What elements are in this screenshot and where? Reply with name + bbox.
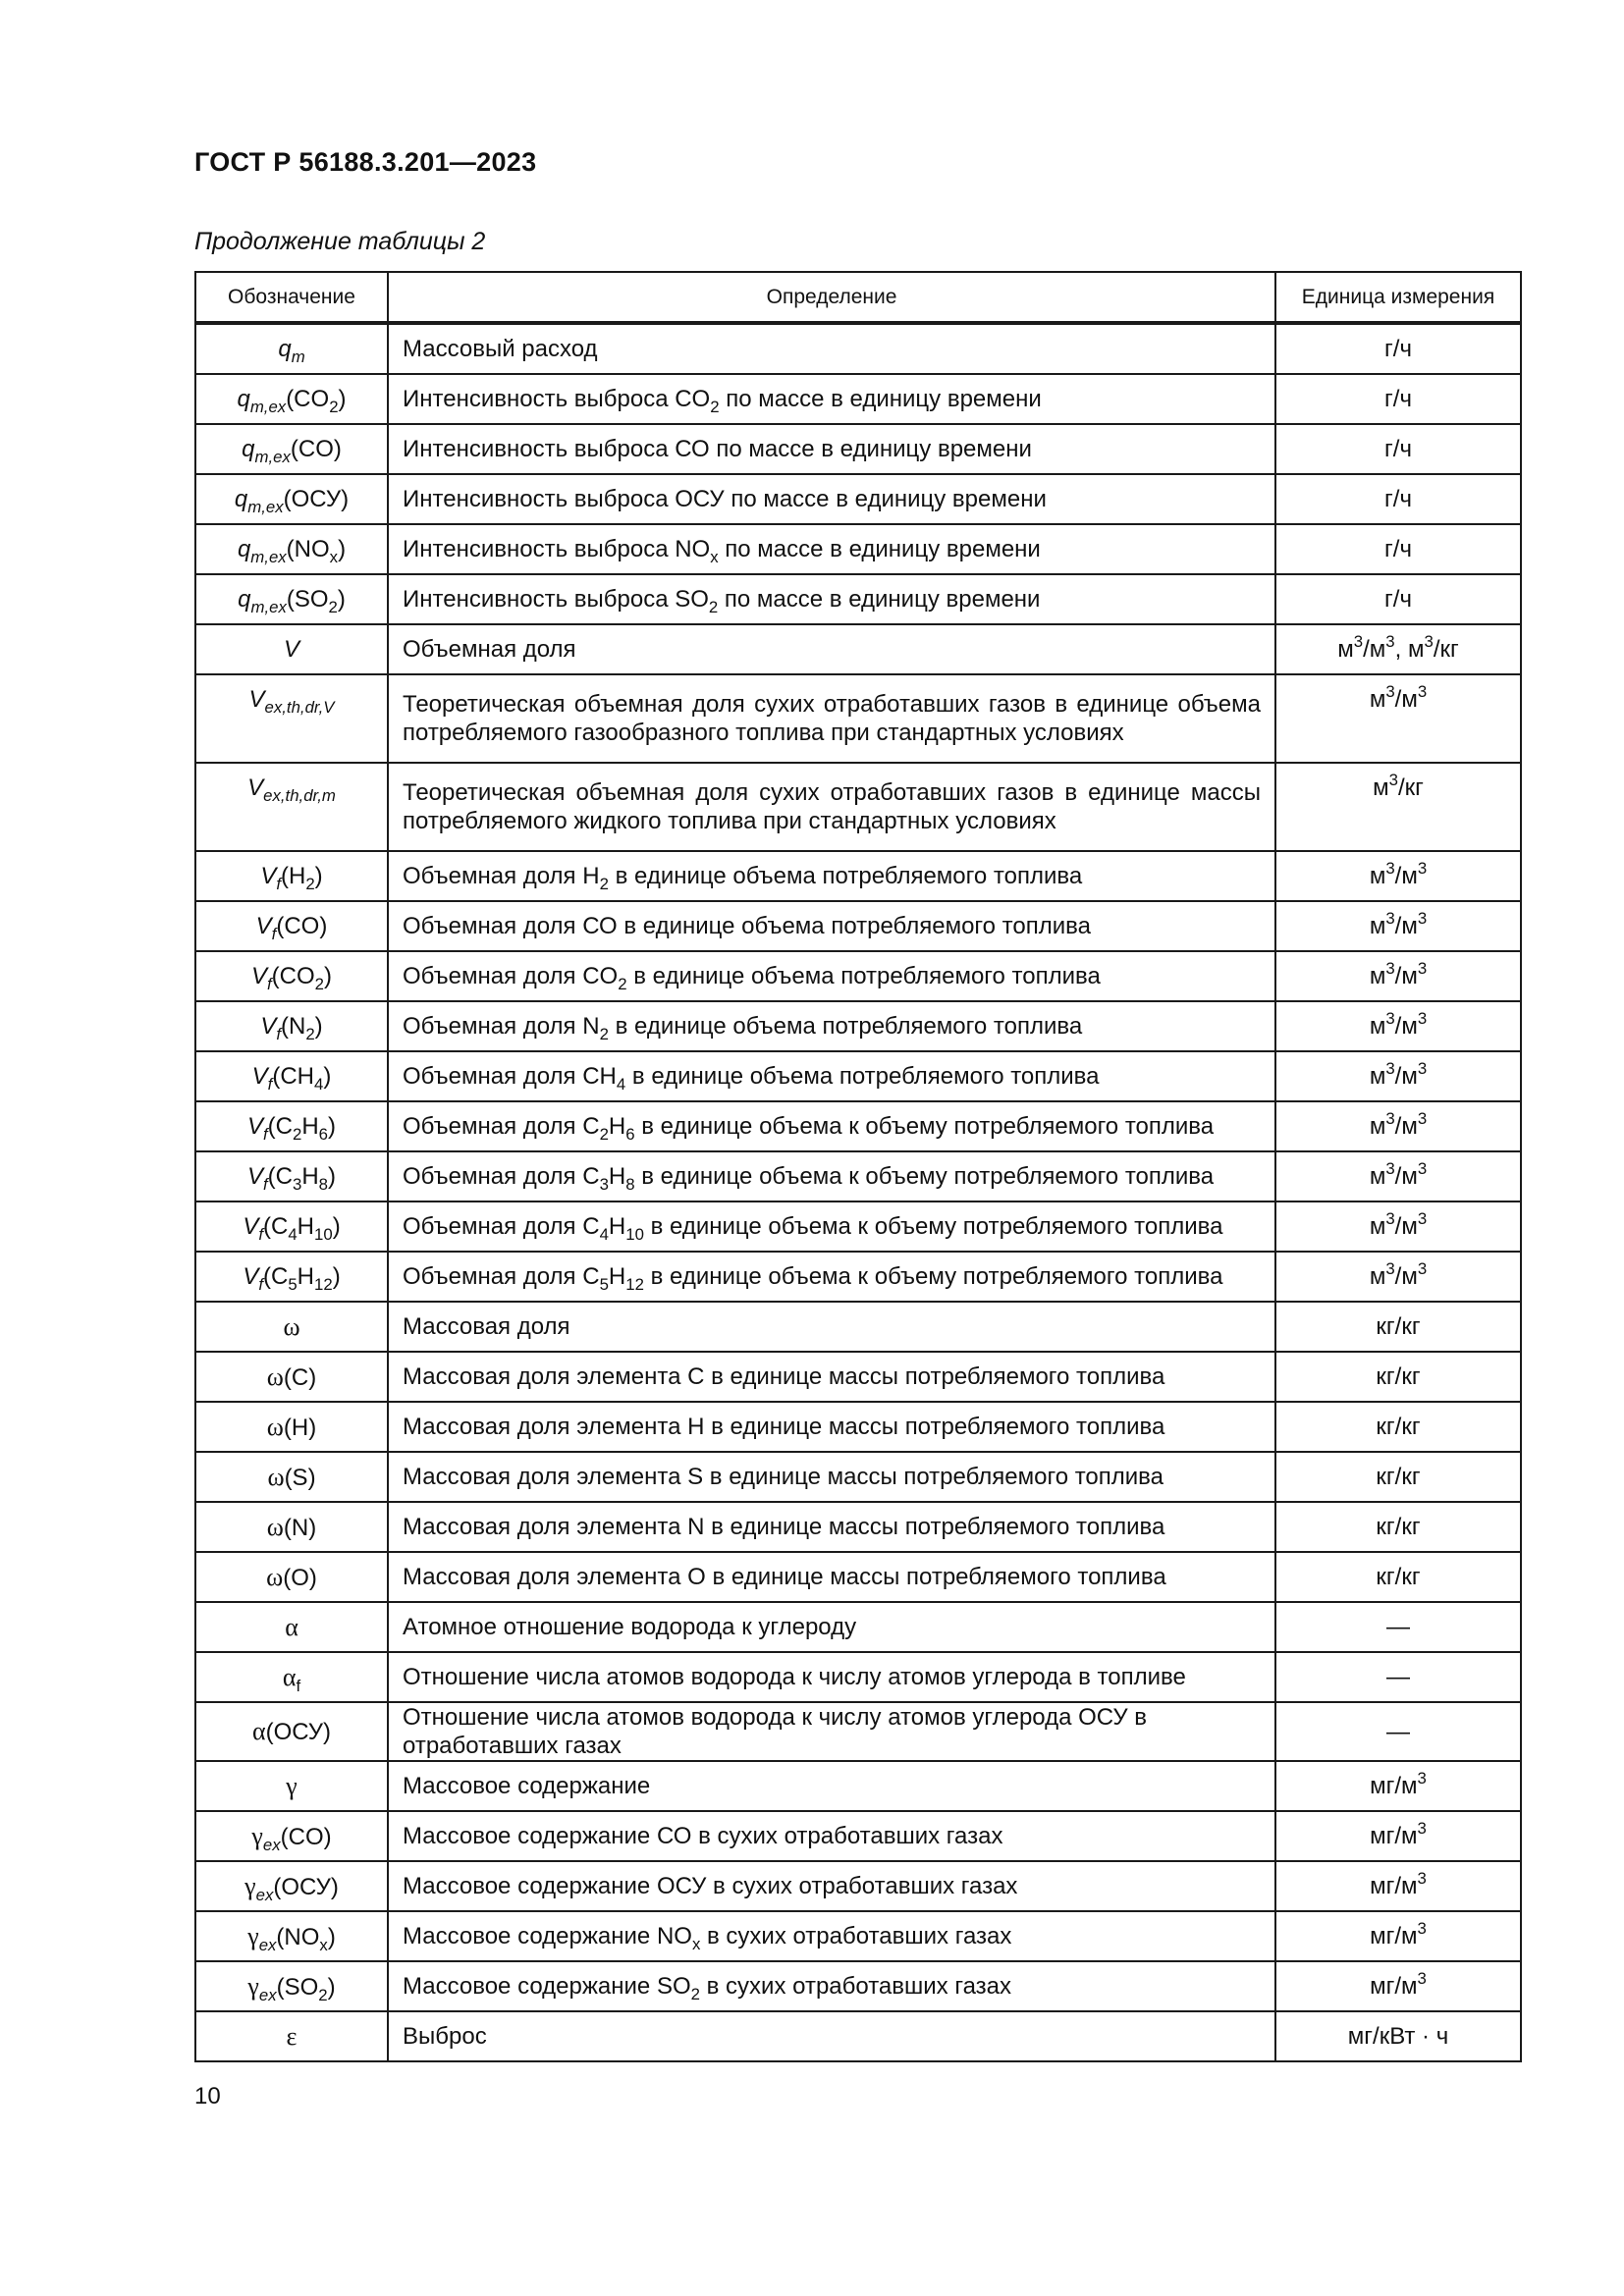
row-unit: $м^3/м^3$: [1275, 1051, 1521, 1101]
table-body: [195, 323, 1521, 2061]
table-row: [195, 763, 1521, 851]
row-unit: $мг/м^3$: [1275, 1911, 1521, 1961]
row-definition: Объемная доля: [388, 624, 1275, 674]
row-definition: Массовое содержание ОСУ в сухих отработавших газах: [388, 1861, 1275, 1911]
row-unit: —: [1275, 1602, 1521, 1652]
row-symbol: $q_{m,ex}(SO_2)$: [195, 574, 388, 624]
row-symbol: $V_f(CO)$: [195, 901, 388, 951]
row-unit: кг/кг: [1275, 1352, 1521, 1402]
row-unit: г/ч: [1275, 574, 1521, 624]
table-row: [195, 524, 1521, 574]
row-definition: Интенсивность выброса $CO_2$ по массе в единицу времени: [388, 374, 1275, 424]
row-unit: г/ч: [1275, 323, 1521, 374]
row-symbol: ε: [195, 2011, 388, 2061]
row-symbol: ω(H): [195, 1402, 388, 1452]
row-unit: г/ч: [1275, 424, 1521, 474]
column-header-unit: Единица измерения: [1275, 272, 1521, 323]
symbols-table: [194, 271, 1522, 2062]
table-row: [195, 1502, 1521, 1552]
row-definition: Интенсивность выброса СО по массе в единицу времени: [388, 424, 1275, 474]
table-row: [195, 1811, 1521, 1861]
table-row: [195, 624, 1521, 674]
row-symbol: ω(C): [195, 1352, 388, 1402]
row-unit: $м^3/м^3$, $м^3/кг$: [1275, 624, 1521, 674]
row-unit: кг/кг: [1275, 1502, 1521, 1552]
row-definition: Интенсивность выброса ОСУ по массе в единицу времени: [388, 474, 1275, 524]
page-number: 10: [194, 2083, 221, 2109]
table-row: [195, 1051, 1521, 1101]
row-definition: Отношение числа атомов водорода к числу атомов углерода ОСУ в отработавших газах: [388, 1702, 1275, 1761]
row-symbol: $\gamma_{ex}(SO_2)$: [195, 1961, 388, 2011]
table-row: [195, 2011, 1521, 2061]
row-symbol: ω(S): [195, 1452, 388, 1502]
table-row: [195, 1861, 1521, 1911]
row-unit: $м^3/м^3$: [1275, 1001, 1521, 1051]
row-unit: г/ч: [1275, 374, 1521, 424]
row-symbol: $V_f(CO_2)$: [195, 951, 388, 1001]
row-symbol: ω(O): [195, 1552, 388, 1602]
row-symbol: ω(N): [195, 1502, 388, 1552]
row-definition: Объемная доля $C_5H_{12}$ в единице объема к объему потребляемого топлива: [388, 1252, 1275, 1302]
row-symbol: $\gamma_{ex}(ОСУ)$: [195, 1861, 388, 1911]
table-row: [195, 1552, 1521, 1602]
table-row: [195, 1101, 1521, 1151]
row-symbol: $q_{m,ex}(ОСУ)$: [195, 474, 388, 524]
table-row: [195, 1001, 1521, 1051]
row-definition: Объемная доля СО в единице объема потребляемого топлива: [388, 901, 1275, 951]
column-header-definition: Определение: [388, 272, 1275, 323]
row-definition: Массовое содержание $SO_2$ в сухих отработавших газах: [388, 1961, 1275, 2011]
row-unit: $м^3/м^3$: [1275, 1151, 1521, 1201]
row-symbol: $V_f(C_4H_{10})$: [195, 1201, 388, 1252]
row-symbol: $\gamma_{ex}(CO)$: [195, 1811, 388, 1861]
table-row: [195, 1151, 1521, 1201]
row-symbol: $V_f(C_3H_8)$: [195, 1151, 388, 1201]
row-definition: Массовая доля элемента Н в единице массы потребляемого топлива: [388, 1402, 1275, 1452]
row-unit: $м^3/м^3$: [1275, 1101, 1521, 1151]
row-definition: Массовое содержание: [388, 1761, 1275, 1811]
row-unit: $м^3/м^3$: [1275, 1252, 1521, 1302]
row-symbol: $V_{ex,th,dr,m}$: [195, 763, 388, 851]
row-symbol: $q_m$: [195, 323, 388, 374]
table-row: [195, 1602, 1521, 1652]
table-row: [195, 901, 1521, 951]
row-unit: —: [1275, 1652, 1521, 1702]
row-unit: —: [1275, 1702, 1521, 1761]
table-row: [195, 851, 1521, 901]
row-definition: Массовая доля элемента С в единице массы потребляемого топлива: [388, 1352, 1275, 1402]
table-header-row: [195, 272, 1521, 323]
row-symbol: $V_f(H_2)$: [195, 851, 388, 901]
row-symbol: $q_{m,ex}(CO_2)$: [195, 374, 388, 424]
row-unit: г/ч: [1275, 474, 1521, 524]
table-row: [195, 323, 1521, 374]
column-header-symbol: Обозначение: [195, 272, 388, 323]
table-row: [195, 1352, 1521, 1402]
table-row: [195, 1911, 1521, 1961]
row-unit: $мг/м^3$: [1275, 1811, 1521, 1861]
row-unit: кг/кг: [1275, 1302, 1521, 1352]
row-definition: Объемная доля $CO_2$ в единице объема потребляемого топлива: [388, 951, 1275, 1001]
row-unit: $м^3/м^3$: [1275, 1201, 1521, 1252]
row-symbol: V: [195, 624, 388, 674]
row-definition: Отношение числа атомов водорода к числу атомов углерода в топливе: [388, 1652, 1275, 1702]
table-row: [195, 574, 1521, 624]
row-definition: Массовая доля элемента N в единице массы потребляемого топлива: [388, 1502, 1275, 1552]
table-row: [195, 1402, 1521, 1452]
table-row: [195, 1252, 1521, 1302]
table-row: [195, 951, 1521, 1001]
table-row: [195, 1652, 1521, 1702]
row-symbol: α: [195, 1602, 388, 1652]
table-row: [195, 474, 1521, 524]
row-symbol: $\alpha_f$: [195, 1652, 388, 1702]
row-definition: Объемная доля $H_2$ в единице объема потребляемого топлива: [388, 851, 1275, 901]
row-symbol: $q_{m,ex}(NO_x)$: [195, 524, 388, 574]
row-symbol: $\gamma_{ex}(NO_x)$: [195, 1911, 388, 1961]
row-symbol: $V_f(C_2H_6)$: [195, 1101, 388, 1151]
row-unit: $м^3/м^3$: [1275, 851, 1521, 901]
row-definition: Объемная доля $C_3H_8$ в единице объема к объему потребляемого топлива: [388, 1151, 1275, 1201]
row-unit: $м^3/м^3$: [1275, 674, 1521, 763]
row-unit: $м^3/м^3$: [1275, 901, 1521, 951]
table-row: [195, 674, 1521, 763]
row-symbol: $q_{m,ex}(CO)$: [195, 424, 388, 474]
row-symbol: ω: [195, 1302, 388, 1352]
row-symbol: $V_f(C_5H_{12})$: [195, 1252, 388, 1302]
row-unit: кг/кг: [1275, 1402, 1521, 1452]
row-unit: кг/кг: [1275, 1452, 1521, 1502]
row-definition: Массовое содержание $NO_x$ в сухих отработавших газах: [388, 1911, 1275, 1961]
table-row: [195, 424, 1521, 474]
row-definition: Массовое содержание СО в сухих отработавших газах: [388, 1811, 1275, 1861]
table-row: [195, 1201, 1521, 1252]
row-unit: мг/кВт · ч: [1275, 2011, 1521, 2061]
row-definition: Объемная доля $C_4H_{10}$ в единице объема к объему потребляемого топлива: [388, 1201, 1275, 1252]
row-unit: кг/кг: [1275, 1552, 1521, 1602]
table-row: [195, 1761, 1521, 1811]
row-symbol: α(ОСУ): [195, 1702, 388, 1761]
table-caption: Продолжение таблицы 2: [194, 228, 486, 255]
table-row: [195, 374, 1521, 424]
row-definition: Массовая доля элемента S в единице массы потребляемого топлива: [388, 1452, 1275, 1502]
row-definition: Атомное отношение водорода к углероду: [388, 1602, 1275, 1652]
row-definition: Интенсивность выброса $SO_2$ по массе в единицу времени: [388, 574, 1275, 624]
row-symbol: $V_{ex,th,dr,V}$: [195, 674, 388, 763]
row-definition: Интенсивность выброса $NO_x$ по массе в единицу времени: [388, 524, 1275, 574]
row-definition: Теоретическая объемная доля сухих отработавших газов в единице массы потребляемого жидкого топлива при стандартных условиях: [388, 763, 1275, 851]
table-row: [195, 1961, 1521, 2011]
row-definition: Массовый расход: [388, 323, 1275, 374]
table-row: [195, 1302, 1521, 1352]
row-unit: $мг/м^3$: [1275, 1761, 1521, 1811]
row-unit: $мг/м^3$: [1275, 1961, 1521, 2011]
row-definition: Объемная доля $N_2$ в единице объема потребляемого топлива: [388, 1001, 1275, 1051]
row-definition: Объемная доля $C_2H_6$ в единице объема к объему потребляемого топлива: [388, 1101, 1275, 1151]
row-unit: г/ч: [1275, 524, 1521, 574]
table-row: [195, 1702, 1521, 1761]
row-unit: $мг/м^3$: [1275, 1861, 1521, 1911]
row-definition: Выброс: [388, 2011, 1275, 2061]
row-definition: Массовая доля: [388, 1302, 1275, 1352]
row-unit: $м^3/м^3$: [1275, 951, 1521, 1001]
row-definition: Массовая доля элемента О в единице массы потребляемого топлива: [388, 1552, 1275, 1602]
row-symbol: $V_f(CH_4)$: [195, 1051, 388, 1101]
row-symbol: γ: [195, 1761, 388, 1811]
row-unit: $м^3/кг$: [1275, 763, 1521, 851]
row-symbol: $V_f(N_2)$: [195, 1001, 388, 1051]
document-code: ГОСТ Р 56188.3.201—2023: [194, 147, 537, 177]
row-definition: Теоретическая объемная доля сухих отработавших газов в единице объема потребляемого газообразного топлива при стандартных условиях: [388, 674, 1275, 763]
table-row: [195, 1452, 1521, 1502]
row-definition: Объемная доля $CH_4$ в единице объема потребляемого топлива: [388, 1051, 1275, 1101]
